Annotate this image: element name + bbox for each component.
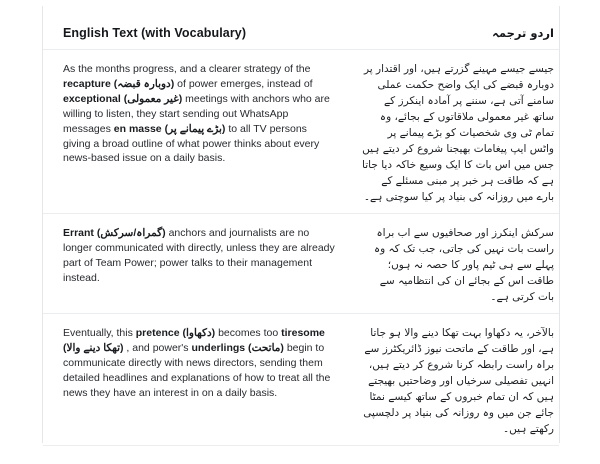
table-header <box>43 6 559 50</box>
urdu-cell: جیسے جیسے مہینے گزرتے ہیں، اور اقتدار پر دوبارہ قبضے کی ایک واضح حکمت عملی سامنے آتی ہے، سننے پر آمادہ اینکرز کے ساتھ غیر معمولی ملاقاتوں کے بجائے، وہ تمام ٹی وی شخصیات کو بڑے پیمانے پر واٹس ایپ پیغامات بھیجنا شروع کر دیتے ہیں جس میں اس بات کا ایک وسیع خاکہ دیا جاتا ہے کہ طاقت ہر خبر پر مبنی مسئلے کے بارے میں روزانہ کی بنیاد پر کیا سوچتی ہے۔ <box>362 63 554 203</box>
vocab-term: underlings (ماتحت) <box>191 341 284 354</box>
urdu-cell: سرکش اینکرز اور صحافیوں سے اب براہ راست بات نہیں کی جاتی، جب تک کہ وہ پہلے سے ہی ٹیم پاور کا حصہ نہ ہوں؛ طاقت اس کے بجائے ان کی انتظامیہ سے بات کرتی ہے۔ <box>373 227 554 303</box>
english-cell <box>43 214 347 313</box>
vocab-term: recapture (دوبارہ قبضہ) <box>63 77 175 90</box>
english-cell <box>43 50 347 213</box>
table-row <box>43 314 559 446</box>
table-row <box>43 50 559 214</box>
urdu-cell: بالآخر، یہ دکھاوا بہت تھکا دینے والا ہو جاتا ہے، اور طاقت کے ماتحت نیوز ڈائریکٹرز سے براہ راست رابطہ کرنا شروع کر دیتے ہیں، انہیں تفصیلی سرخیاں اور وضاحتیں بھیجتے ہیں کہ ان تمام خبروں کے ساتھ کیسے نمٹا جائے جن میں وہ روزانہ کی بنیاد پر دلچسپی رکھتے ہیں۔ <box>363 327 554 435</box>
vocab-term: pretence (دکھاوا) <box>135 327 216 339</box>
english-text-segment: , and power's <box>123 341 192 354</box>
english-text-segment: Eventually, this <box>63 327 136 339</box>
vocab-term: Errant (گمراہ/سرکش) <box>63 227 166 239</box>
english-text-segment: As the months progress, and a clearer strategy of the <box>63 63 311 75</box>
translation-table <box>42 6 560 443</box>
english-text-segment: begin to communicate directly with news directors, sending them detailed headlines and explanations of how to treat all the news they have an interest in on a daily basis. <box>63 341 331 399</box>
urdu-column-header: اردو ترجمہ <box>492 26 554 40</box>
vocab-term: en masse (بڑے پیمانے پر) <box>113 122 226 135</box>
english-text-segment: meetings with anchors who are willing to listen, they start sending out WhatsApp messages <box>63 92 330 135</box>
english-text-segment: to all TV persons giving a broad outline of what power thinks about every news-based issue on a daily basis. <box>63 122 320 165</box>
english-text-segment: of power emerges, instead of <box>174 77 313 90</box>
table-body <box>43 50 559 446</box>
vocab-term: tiresome (تھکا دینے والا) <box>63 327 325 354</box>
english-text-segment: becomes too <box>215 327 282 339</box>
vocab-term: exceptional (غیر معمولی) <box>63 92 183 105</box>
english-cell <box>43 314 347 445</box>
english-column-header: English Text (with Vocabulary) <box>63 26 247 40</box>
english-text-segment: anchors and journalists are no longer communicated with directly, unless they are already part of Team Power; power talks to their management instead. <box>63 227 335 284</box>
table-row <box>43 214 559 314</box>
